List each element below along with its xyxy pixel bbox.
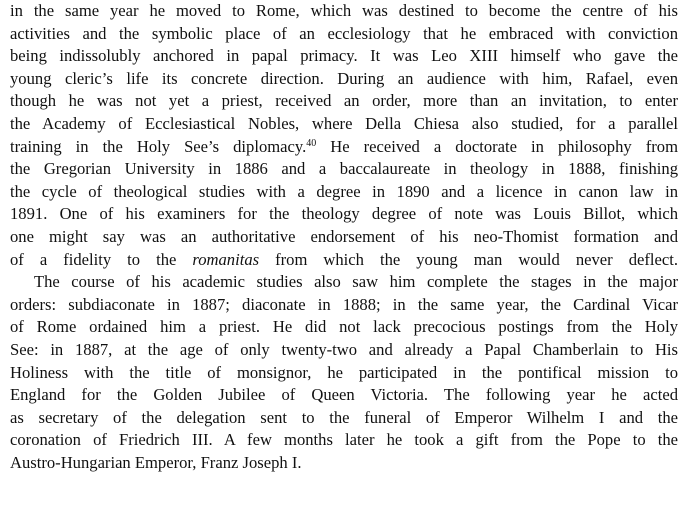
text-line: Austro-Hungarian Emperor, Franz Joseph I. xyxy=(10,452,302,472)
text-line: the cycle of theological studies with a degree in 1890 and a licence in canon law in xyxy=(10,181,678,201)
text-line: as secretary of the delegation sent to the funeral of Emperor Wilhelm I and the xyxy=(10,407,678,427)
text-segment: from which the young man would never deflect. xyxy=(259,249,678,269)
document-page xyxy=(10,0,678,474)
text-line: one might say was an authoritative endorsement of his neo-Thomist formation and xyxy=(10,226,678,246)
text-line: the Gregorian University in 1886 and a baccalaureate in theology in 1888, finishing xyxy=(10,159,678,179)
text-line: activities and the symbolic place of an ecclesiology that he embraced with conviction xyxy=(10,23,678,43)
text-line: See: in 1887, at the age of only twenty-two and already a Papal Chamberlain to His xyxy=(10,339,678,359)
text-segment: training in the Holy See’s diplomacy. xyxy=(10,136,307,156)
text-segment: of a fidelity to the xyxy=(10,249,193,269)
text-line: orders: subdiaconate in 1887; diaconate in 1888; in the same year, the Cardinal Vicar xyxy=(10,294,678,314)
text-line: 1891. One of his examiners for the theology degree of note was Louis Billot, which xyxy=(10,204,678,224)
text-line: young cleric’s life its concrete direction. During an audience with him, Rafael, even xyxy=(10,68,678,88)
text-line: of Rome ordained him a priest. He did not lack precocious postings from the Holy xyxy=(10,317,678,337)
text-line: being indissolubly anchored in papal primacy. It was Leo XIII himself who gave the xyxy=(10,46,678,66)
emphasis-term: romanitas xyxy=(192,249,260,269)
paragraph-1 xyxy=(10,0,678,271)
text-line: the Academy of Ecclesiastical Nobles, where Della Chiesa also studied, for a parallel xyxy=(10,113,678,133)
text-line: coronation of Friedrich III. A few months later he took a gift from the Pope to the xyxy=(10,430,678,450)
text-line: England for the Golden Jubilee of Queen Victoria. The following year he acted xyxy=(10,385,678,405)
text-line: though he was not yet a priest, received an order, more than an invitation, to enter xyxy=(10,91,678,111)
footnote-reference: 40 xyxy=(306,137,317,149)
text-line: The course of his academic studies also saw him complete the stages in the major xyxy=(34,272,678,292)
text-line-with-emphasis xyxy=(10,249,678,272)
text-segment: He received a doctorate in philosophy from xyxy=(316,136,678,156)
text-line: Holiness with the title of monsignor, he participated in the pontifical mission to xyxy=(10,362,678,382)
text-line: in the same year he moved to Rome, which was destined to become the centre of his xyxy=(10,1,678,20)
text-line-with-footnote xyxy=(10,136,678,159)
paragraph-2 xyxy=(10,271,678,474)
